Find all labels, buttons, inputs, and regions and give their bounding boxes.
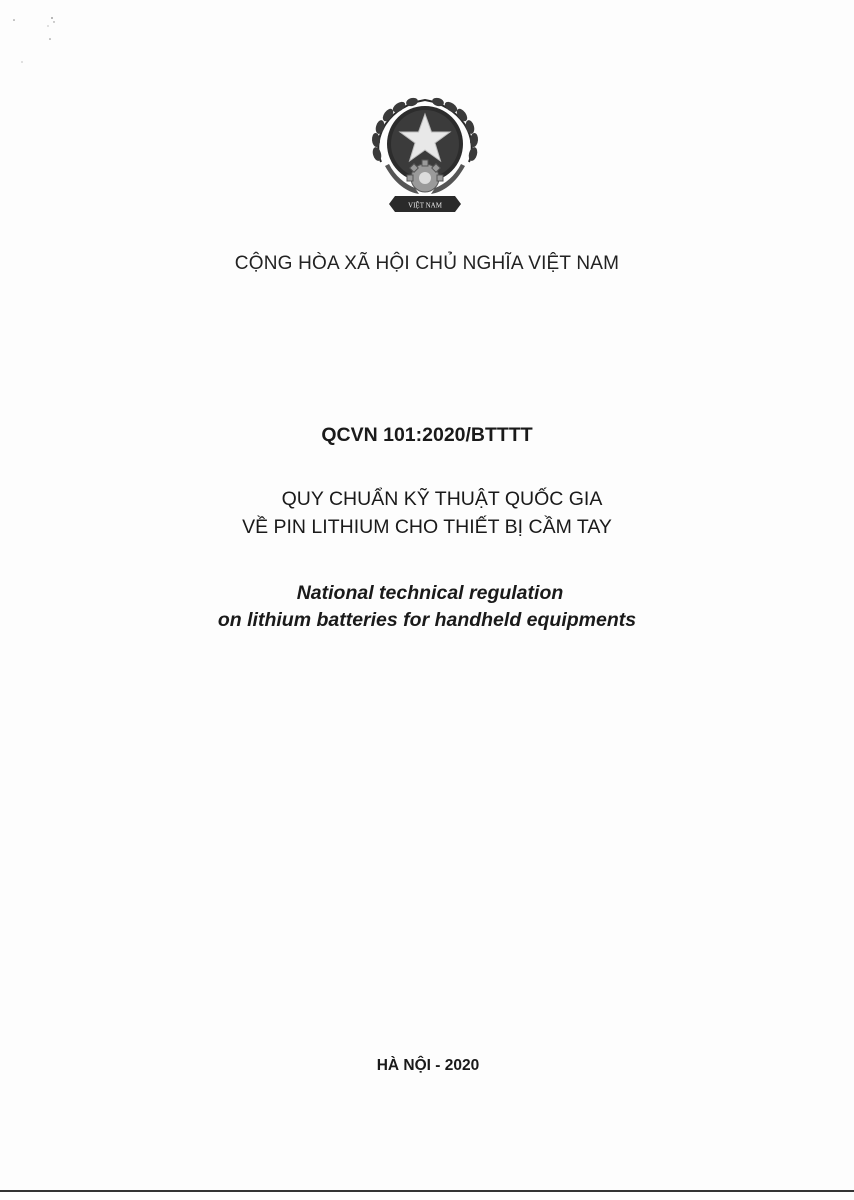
page-bottom-edge: [0, 1190, 854, 1192]
regulation-title-english: [0, 580, 854, 634]
regulation-title-vietnamese-line1: QUY CHUẨN KỸ THUẬT QUỐC GIA: [281, 488, 603, 510]
scan-artifact-marks: [8, 6, 68, 66]
regulation-title-english-line1: National technical regulation: [296, 582, 564, 604]
country-name: CỘNG HÒA XÃ HỘI CHỦ NGHĨA VIỆT NAM: [234, 253, 620, 274]
vietnam-national-emblem-icon: [361, 92, 489, 216]
svg-text:VIỆT NAM: VIỆT NAM: [408, 201, 442, 210]
regulation-title-english-line2: on lithium batteries for handheld equipments: [217, 609, 637, 631]
regulation-code: QCVN 101:2020/BTTTT: [321, 424, 533, 446]
regulation-title-vietnamese: [0, 485, 854, 541]
regulation-title-vietnamese-line2: VỀ PIN LITHIUM CHO THIẾT BỊ CẦM TAY: [242, 516, 612, 538]
place-and-year: HÀ NỘI - 2020: [376, 1057, 480, 1074]
